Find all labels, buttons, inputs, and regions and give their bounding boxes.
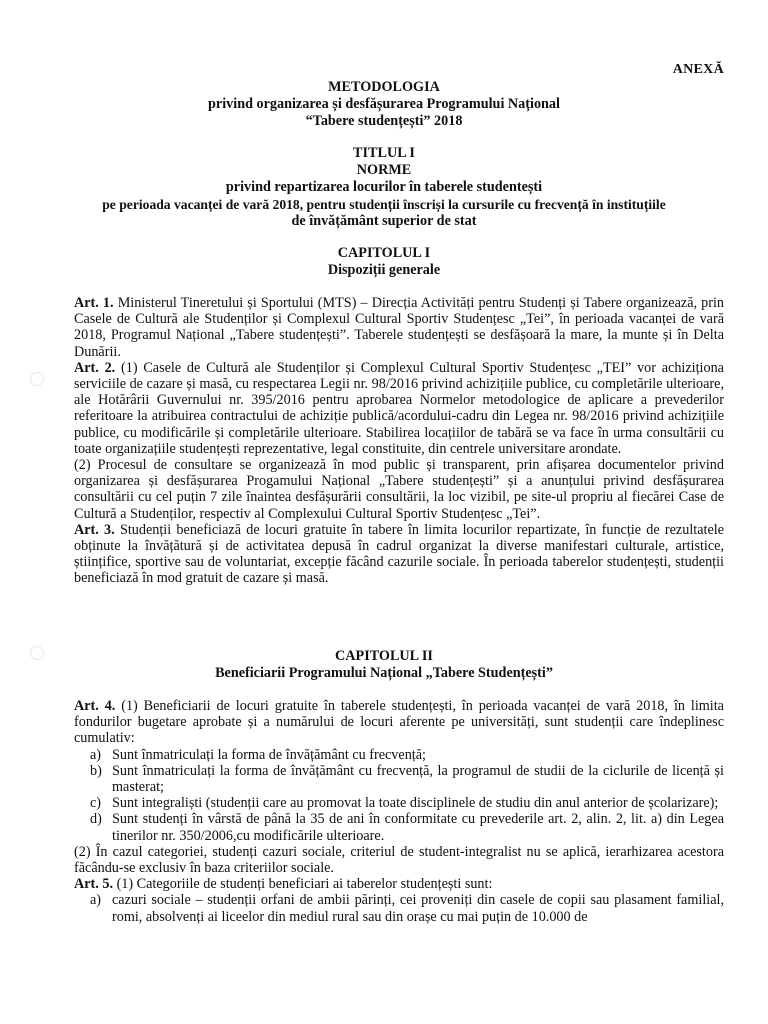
title-description: privind repartizarea locurilor în taberele studentești bbox=[225, 179, 543, 195]
title-description: pe perioada vacanței de vară 2018, pentru studenții înscriși la cursurile cu frecvență în instituțiile bbox=[102, 197, 666, 212]
chapter-label: CAPITOLUL II bbox=[335, 648, 433, 664]
article-text: (1) Casele de Cultură ale Studenților și Complexul Cultural Sportiv Studențesc „TEI” vor achiziționa serviciile de cazare și masă, cu respectarea Legii nr. 98/2016 privind achizițiile publice, cu completările ulterioare, ale Hotărârii Guvernului nr. 395/2016 pentru aprobarea Normelor metodologice de aplicare a prevederilor referitoare la atribuirea contractului de achiziție publică/acordului-cadru din Legea nr. 98/2016 privind achizițiile publice, cu modificările și completările ulterioare. Stabilirea locațiilor de tabără se va face în urma consultării cu toate organizațiile studențești reprezentative, legal constituite, din centrele universitare arondate. bbox=[74, 359, 724, 457]
article-number: Art. 3. bbox=[74, 521, 115, 538]
document-subtitle: privind organizarea și desfășurarea Programului Național bbox=[208, 96, 560, 112]
article-text: (1) Beneficiarii de locuri gratuite în taberele studențești, în perioada vacanței de vară 2018, în limita fondurilor bugetare aprobate și a numărului de locuri aferente pe universități, sunt studenții care îndeplinesc cumulativ: bbox=[74, 698, 724, 747]
article-4-paragraph-2: (2) În cazul categoriei, studenți cazuri sociale, criteriul de student-integralist nu se aplică, ierarhizarea acestora făcându-se exclusiv în baza criteriilor sociale. bbox=[74, 843, 724, 877]
title-description: de învățământ superior de stat bbox=[291, 213, 477, 229]
article-4-criteria-list bbox=[74, 747, 724, 844]
article-2-paragraph-2: (2) Procesul de consultare se organizează în mod public și transparent, prin afișarea documentelor privind organizarea și desfășurarea Progamului Național „Tabere studențești” și a anunțului privind desfășurarea consultării cu cel puțin 7 zile înaintea desfășurării consultării, la loc vizibil, pe site-ul propriu al fiecărei Case de Cultură a Studenților, respectiv al Complexului Cultural Sportiv Studențesc „Tei”. bbox=[74, 457, 724, 522]
list-item-label: b) bbox=[90, 762, 102, 779]
chapter-heading bbox=[0, 648, 768, 682]
article-number: Art. 4. bbox=[74, 698, 116, 714]
article-2 bbox=[74, 360, 724, 457]
title-heading bbox=[0, 145, 768, 230]
list-item bbox=[74, 811, 724, 843]
list-item-text: Sunt integraliști (studenții care au promovat la toate disciplinele de studiu din anul anterior de școlarizare); bbox=[112, 795, 719, 812]
article-4 bbox=[74, 698, 724, 747]
list-item bbox=[74, 747, 724, 763]
chapter-2-body bbox=[74, 698, 724, 925]
list-item-text: Sunt studenți în vârstă de până la 35 de ani în conformitate cu prevederile art. 2, alin. 2, lit. a) din Legea tinerilor nr. 350/2006,cu modificările ulterioare. bbox=[112, 811, 724, 844]
list-item-text: cazuri sociale – studenții orfani de ambii părinți, cei proveniți din casele de copii sau plasament familial, romi, absolvenți ai liceelor din mediul rural sau din orașe cu mai puțin de 10.000 de bbox=[112, 892, 724, 925]
article-number: Art. 1. bbox=[74, 295, 114, 311]
article-text: Ministerul Tineretului și Sportului (MTS) – Direcția Activități pentru Studenți și Tabere organizează, prin Casele de Cultură ale Studenților și Complexul Cultural Sportiv Studențesc „Tei”, în perioada vacanței de vară 2018, Programul Național „Tabere studențești”. Taberele studențești se desfășoară la mare, la munte și în Delta Dunării. bbox=[74, 295, 724, 360]
article-text: (1) Categoriile de studenți beneficiari ai taberelor studențești sunt: bbox=[113, 876, 493, 893]
document-subtitle: “Tabere studențești” 2018 bbox=[305, 113, 463, 129]
article-3 bbox=[74, 522, 724, 587]
title-label: TITLUL I bbox=[353, 145, 415, 161]
list-item-label: a) bbox=[90, 746, 102, 763]
chapter-heading bbox=[0, 245, 768, 279]
scan-hole-mark bbox=[30, 372, 44, 386]
document-title: METODOLOGIA bbox=[328, 79, 440, 95]
list-item-label: c) bbox=[90, 795, 102, 812]
annex-label: ANEXĂ bbox=[672, 62, 724, 77]
chapter-label: CAPITOLUL I bbox=[337, 245, 431, 261]
list-item-label: a) bbox=[90, 892, 102, 909]
article-number: Art. 2. bbox=[74, 359, 116, 376]
article-5 bbox=[74, 876, 724, 892]
list-item bbox=[74, 763, 724, 795]
chapter-name: Beneficiarii Programului Național „Tabere Studențești” bbox=[215, 665, 553, 681]
chapter-name: Dispoziții generale bbox=[327, 262, 441, 278]
list-item bbox=[74, 795, 724, 811]
list-item bbox=[74, 892, 724, 924]
list-item-text: Sunt înmatriculați la forma de învățământ cu frecvență; bbox=[112, 746, 426, 763]
article-1 bbox=[74, 295, 724, 360]
title-name: NORME bbox=[356, 162, 412, 178]
article-5-category-list bbox=[74, 892, 724, 924]
methodology-heading bbox=[0, 79, 768, 130]
article-number: Art. 5. bbox=[74, 876, 114, 893]
list-item-text: Sunt înmatriculați la forma de învățământ cu frecvență, la programul de studii de la ciclurile de licență și masterat; bbox=[112, 762, 724, 796]
article-text: Studenții beneficiază de locuri gratuite în tabere în limita locurilor repartizate, în funcție de rezultatele obținute la învățătură și de activitatea depusă în cadrul organizat la diverse manifestari culturale, artistice, științifice, sportive sau de voluntariat, excepție făcând cazurile sociale. În perioada taberelor studențești, studenții beneficiază în mod gratuit de cazare și masă. bbox=[74, 521, 724, 587]
chapter-1-body bbox=[74, 295, 724, 587]
list-item-label: d) bbox=[90, 811, 102, 828]
